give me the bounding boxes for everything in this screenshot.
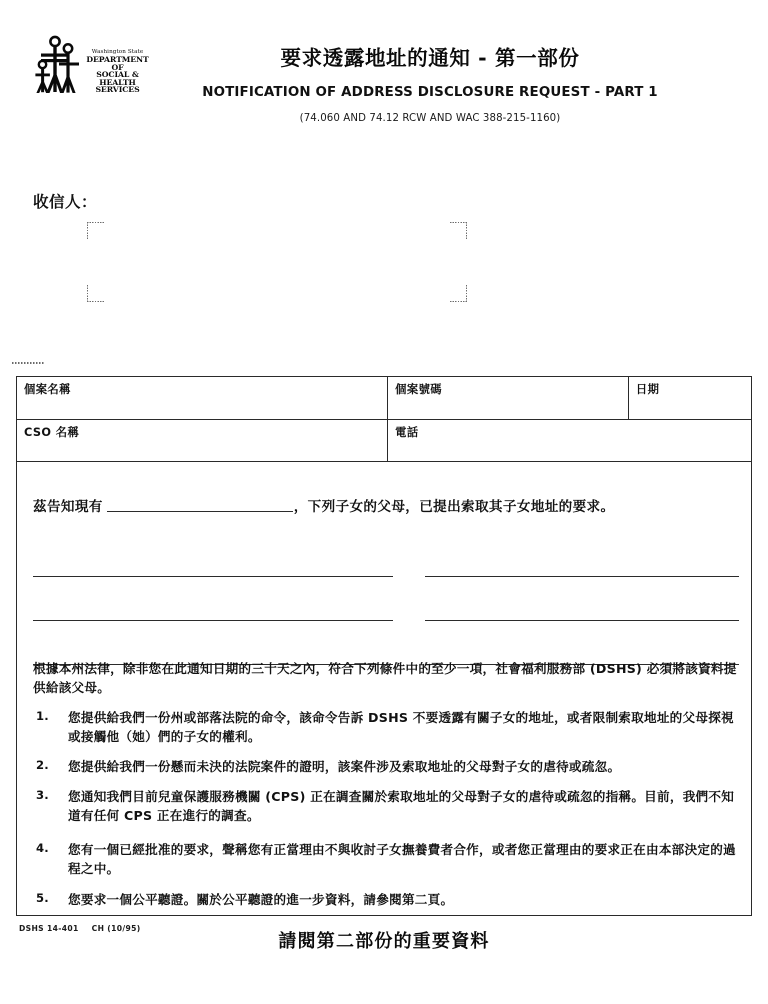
agency-logo-wordmark [87,50,148,95]
item-number-2: 2. [36,758,49,773]
statement-prefix: 茲告知現有 [33,499,103,515]
child-name-input-4[interactable] [425,577,739,621]
cell-cso-name[interactable] [17,419,388,461]
recipient-label: 收信人： [33,193,98,211]
label-phone: 電話 [395,425,419,439]
list-item [33,787,739,825]
logo-state-line: Washington State [91,49,144,56]
corner-bracket-top-left-icon [87,222,104,239]
intro-paragraph: 根據本州法律，除非您在此通知日期的三十天之內，符合下列條件中的至少一項，社會福利服務部 (DSHS) 必須將該資料提供給該父母。 [33,661,737,696]
requesting-parent-input[interactable] [107,511,293,512]
case-info-table [17,377,751,462]
title-block [150,46,710,124]
cell-case-name[interactable] [17,377,388,419]
child-name-lines [33,533,739,665]
child-name-input-2[interactable] [425,533,739,577]
address-window-area[interactable] [87,222,467,302]
table-row [17,419,751,461]
agency-logo [34,33,149,95]
page-title-english: NOTIFICATION OF ADDRESS DISCLOSURE REQUEST - PART 1 [202,84,658,100]
item-text-5: 您要求一個公平聽證。關於公平聽證的進一步資料，請參閱第二頁。 [68,892,454,908]
document-header [0,0,768,170]
item-number-3: 3. [36,787,49,802]
logo-dept-line-3: SERVICES [95,85,140,95]
cell-case-number[interactable] [388,377,629,419]
corner-bracket-bottom-left-icon [87,285,104,302]
form-number: DSHS 14-401 [19,924,79,933]
form-revision: CH (10/95) [91,924,141,933]
cell-date[interactable] [628,377,751,419]
corner-bracket-top-right-icon [450,222,467,239]
form-body-box [16,376,752,916]
cell-phone[interactable] [388,419,751,461]
label-case-name: 個案名稱 [24,383,71,396]
item-number-4: 4. [36,840,49,855]
item-text-2: 您提供給我們一份懸而未決的法院案件的證明，該案件涉及索取地址的父母對子女的虐待或疏忽。 [68,759,621,775]
child-name-input-3[interactable] [33,577,393,621]
list-item [33,757,739,776]
item-text-1: 您提供給我們一份州或部落法院的命令，該命令告訴 DSHS 不要透露有關子女的地址，或者限制索取地址的父母探視或接觸他（她）們的子女的權利。 [68,710,734,745]
corner-bracket-bottom-right-icon [450,285,467,302]
list-item [33,840,739,878]
table-row [17,377,751,419]
list-item [33,890,739,909]
label-case-number: 個案號碼 [395,383,442,396]
item-number-5: 5. [36,891,49,906]
child-name-input-1[interactable] [33,533,393,577]
item-number-1: 1. [36,709,49,724]
conditions-body [33,659,739,920]
logo-dept-line-2: SOCIAL & HEALTH [96,70,139,87]
fold-mark-icon [12,362,44,364]
page-title-chinese: 要求透露地址的通知 - 第一部份 [280,46,580,70]
disclosure-statement [17,495,751,515]
label-cso-name: CSO 名稱 [24,425,80,439]
legal-citation: (74.060 AND 74.12 RCW AND WAC 388-215-1160) [299,112,561,124]
footer-note: 請閱第二部份的重要資料 [278,931,490,952]
dshs-people-logo-icon [34,35,86,95]
label-date: 日期 [635,383,660,396]
statement-suffix: ，下列子女的父母，已提出索取其子女地址的要求。 [293,499,615,515]
item-text-3: 您通知我們目前兒童保護服務機關 (CPS) 正在調查關於索取地址的父母對子女的虐待或疏忽的指稱。目前，我們不知道有任何 CPS 正在進行的調查。 [68,788,735,823]
item-text-4: 您有一個已經批准的要求，聲稱您有正當理由不與收討子女撫養費者合作，或者您正當理由的要求正在由本部決定的過程之中。 [68,841,736,877]
list-item [33,708,739,746]
logo-dept-line-1: DEPARTMENT OF [86,55,149,72]
